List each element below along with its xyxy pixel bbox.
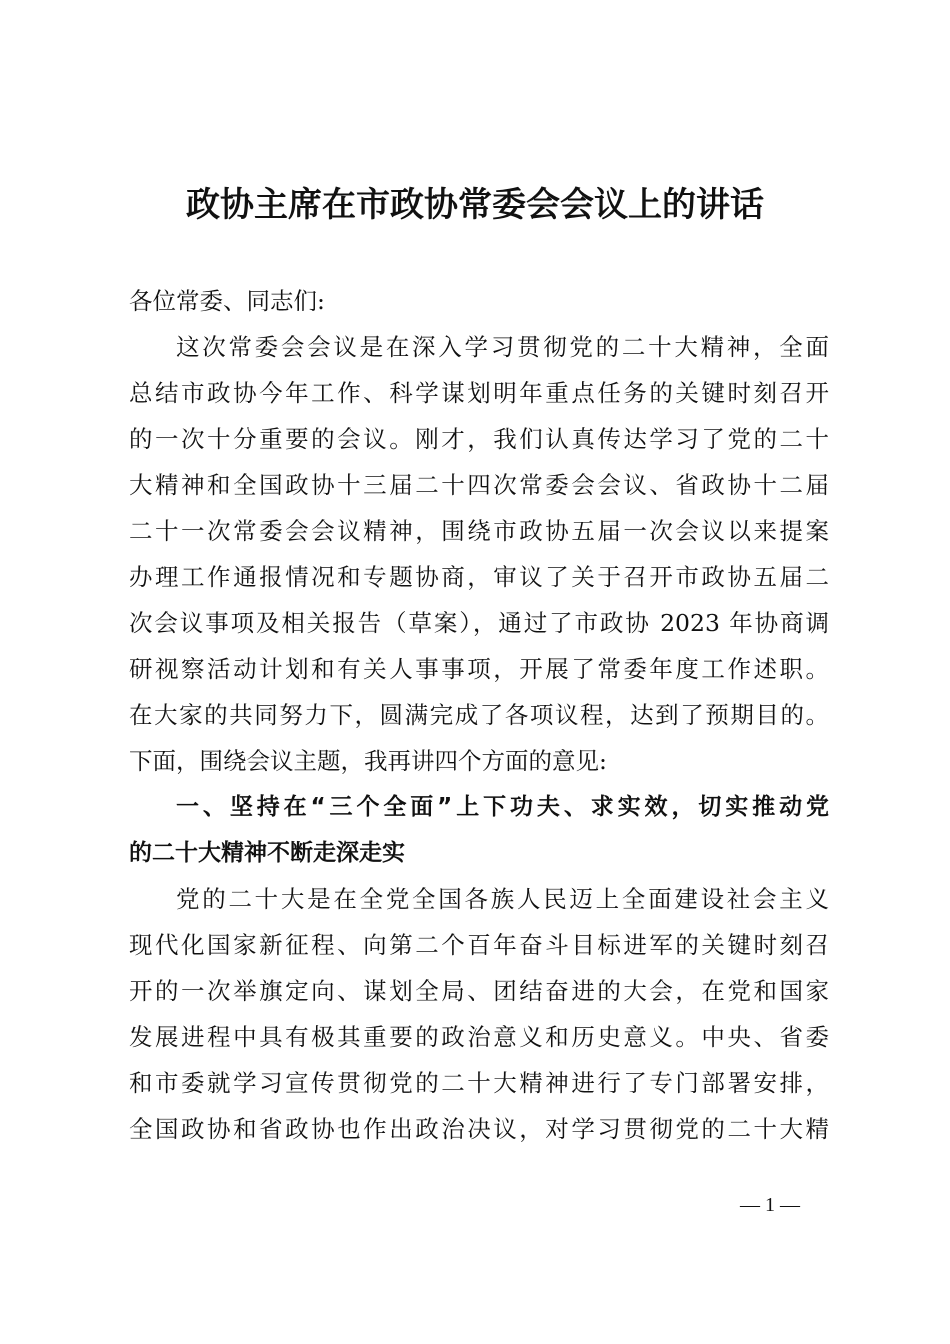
paragraph-line-text: 大精神和全国政协十三届二十四次常委会会议、省政协十二届 (129, 471, 829, 499)
section-heading-text: 一、坚持在“三个全面”上下功夫、求实效，切实推动党 (176, 794, 829, 820)
paragraph-line (129, 646, 829, 692)
paragraph-line (129, 600, 829, 646)
paragraph-line-text: 和市委就学习宣传贯彻党的二十大精神进行了专门部署安排， (129, 1069, 829, 1097)
paragraph-line-text: 在大家的共同努力下，圆满完成了各项议程，达到了预期目的。 (129, 701, 829, 729)
paragraph-line (129, 1060, 829, 1106)
paragraph-line-text: 开的一次举旗定向、谋划全局、团结奋进的大会，在党和国家 (129, 977, 829, 1005)
paragraph-line (129, 370, 829, 416)
paragraph-line (129, 1106, 829, 1152)
paragraph-line (129, 554, 829, 600)
section-heading-line (129, 784, 829, 830)
paragraph-line (129, 968, 829, 1014)
page-number: — 1 — (740, 1194, 800, 1216)
paragraph-line-text: 次会议事项及相关报告（草案），通过了市政协 2023 年协商调 (129, 609, 829, 637)
paragraph-line (129, 922, 829, 968)
paragraph-line-text: 总结市政协今年工作、科学谋划明年重点任务的关键时刻召开 (129, 379, 829, 407)
paragraph-line-text: 发展进程中具有极其重要的政治意义和历史意义。中央、省委 (129, 1023, 829, 1051)
paragraph-line-text: 这次常委会会议是在深入学习贯彻党的二十大精神，全面 (176, 333, 829, 361)
paragraph-line-text: 研视察活动计划和有关人事事项，开展了常委年度工作述职。 (129, 655, 829, 683)
paragraph-line (129, 324, 829, 370)
paragraph-line-last: 下面，围绕会议主题，我再讲四个方面的意见: (129, 747, 607, 775)
document-body (129, 278, 829, 1152)
paragraph-line-text: 二十一次常委会会议精神，围绕市政协五届一次会议以来提案 (129, 517, 829, 545)
paragraph-line (129, 508, 829, 554)
paragraph-line (129, 876, 829, 922)
paragraph-line-text: 的一次十分重要的会议。刚才，我们认真传达学习了党的二十 (129, 425, 829, 453)
document-title: 政协主席在市政协常委会会议上的讲话 (186, 185, 764, 225)
paragraph-line (129, 416, 829, 462)
paragraph-line-text: 现代化国家新征程、向第二个百年奋斗目标进军的关键时刻召 (129, 931, 829, 959)
salutation: 各位常委、同志们: (129, 287, 325, 315)
paragraph-line-text: 党的二十大是在全党全国各族人民迈上全面建设社会主义 (176, 885, 829, 913)
paragraph-line (129, 1014, 829, 1060)
paragraph-line-text: 办理工作通报情况和专题协商，审议了关于召开市政协五届二 (129, 563, 829, 591)
paragraph-line-text: 全国政协和省政协也作出政治决议，对学习贯彻党的二十大精 (129, 1115, 829, 1143)
paragraph-line (129, 692, 829, 738)
paragraph-line (129, 462, 829, 508)
section-heading-line-last: 的二十大精神不断走深走实 (129, 840, 405, 866)
